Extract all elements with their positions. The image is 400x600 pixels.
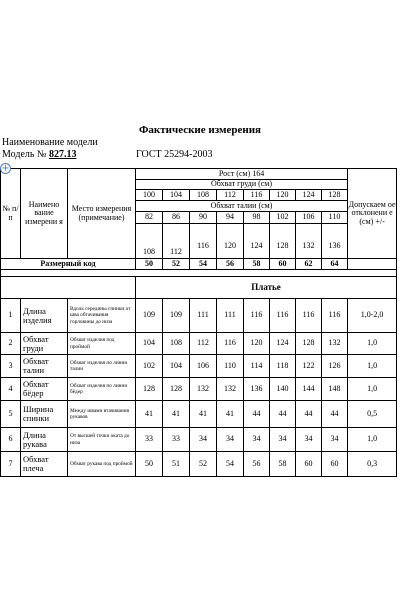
hips-cell: 124 <box>244 224 270 259</box>
product-name: Платье <box>136 277 397 299</box>
height-label: Рост (см) 164 <box>136 169 348 180</box>
row-value: 41 <box>217 401 244 428</box>
row-number: 2 <box>1 333 21 355</box>
chest-cell: 128 <box>322 190 348 201</box>
table-row <box>1 378 397 401</box>
waist-label: Обхват талии (см) <box>136 201 348 212</box>
row-value: 54 <box>217 452 244 477</box>
table-row <box>1 299 397 333</box>
row-tolerance: 1,0 <box>348 333 397 355</box>
row-value: 104 <box>136 333 163 355</box>
row-place: Обхват рукава под проймой <box>68 452 136 477</box>
row-value: 118 <box>270 355 296 378</box>
row-value: 58 <box>270 452 296 477</box>
row-tolerance: 1,0-2,0 <box>348 299 397 333</box>
row-number: 1 <box>1 299 21 333</box>
model-name-label: Наименование модели <box>2 137 98 148</box>
hips-cell: 132 <box>296 224 322 259</box>
waist-cell: 86 <box>163 212 190 224</box>
waist-cell: 106 <box>296 212 322 224</box>
row-name: Обхват груди <box>21 333 68 355</box>
row-value: 112 <box>190 333 217 355</box>
row-value: 132 <box>217 378 244 401</box>
row-value: 116 <box>322 299 348 333</box>
hips-cell: 112 <box>163 224 190 259</box>
row-tolerance: 1,0 <box>348 428 397 452</box>
model-number <box>2 149 76 160</box>
size-cell: 64 <box>322 259 348 270</box>
hips-cell: 120 <box>217 224 244 259</box>
chest-cell: 124 <box>296 190 322 201</box>
row-number: 3 <box>1 355 21 378</box>
row-value: 128 <box>163 378 190 401</box>
model-number-prefix: Модель № <box>2 149 47 160</box>
row-name: Ширина спинки <box>21 401 68 428</box>
row-value: 51 <box>163 452 190 477</box>
row-value: 110 <box>217 355 244 378</box>
table-row <box>1 452 397 477</box>
row-value: 41 <box>190 401 217 428</box>
chest-cell: 104 <box>163 190 190 201</box>
hips-cell: 116 <box>190 224 217 259</box>
row-value: 104 <box>163 355 190 378</box>
row-value: 41 <box>163 401 190 428</box>
chest-cell: 108 <box>190 190 217 201</box>
row-value: 34 <box>217 428 244 452</box>
row-value: 124 <box>270 333 296 355</box>
row-value: 126 <box>322 355 348 378</box>
waist-cell: 82 <box>136 212 163 224</box>
chest-cell: 116 <box>244 190 270 201</box>
size-cell: 54 <box>190 259 217 270</box>
row-value: 128 <box>136 378 163 401</box>
table-row <box>1 333 397 355</box>
row-place: Между швами втачивания рукавов <box>68 401 136 428</box>
waist-cell: 102 <box>270 212 296 224</box>
row-value: 60 <box>322 452 348 477</box>
row-value: 44 <box>244 401 270 428</box>
row-number: 5 <box>1 401 21 428</box>
chest-cell: 120 <box>270 190 296 201</box>
row-value: 111 <box>217 299 244 333</box>
chest-label: Обхват груди (см) <box>136 180 348 190</box>
col-tolerance-header: Допускаем ое отклонени е (см) +/- <box>348 169 397 259</box>
row-value: 148 <box>322 378 348 401</box>
hips-cell: 128 <box>270 224 296 259</box>
row-tolerance: 0,5 <box>348 401 397 428</box>
row-tolerance: 0,3 <box>348 452 397 477</box>
row-name: Длина рукава <box>21 428 68 452</box>
size-code-label: Размерный код <box>1 259 136 270</box>
row-tolerance: 1,0 <box>348 355 397 378</box>
size-cell: 52 <box>163 259 190 270</box>
row-name: Длина изделия <box>21 299 68 333</box>
row-number: 6 <box>1 428 21 452</box>
row-value: 140 <box>270 378 296 401</box>
gost-standard: ГОСТ 25294-2003 <box>136 149 213 160</box>
row-number: 7 <box>1 452 21 477</box>
row-value: 109 <box>136 299 163 333</box>
row-value: 132 <box>190 378 217 401</box>
row-value: 52 <box>190 452 217 477</box>
row-value: 44 <box>270 401 296 428</box>
col-place-header: Место измерения (примечание) <box>68 169 136 259</box>
measurements-table <box>0 168 397 477</box>
size-code-row <box>1 259 397 270</box>
col-num-header: № п/п <box>1 169 21 259</box>
row-value: 41 <box>136 401 163 428</box>
row-value: 44 <box>296 401 322 428</box>
waist-cell: 98 <box>244 212 270 224</box>
row-value: 44 <box>322 401 348 428</box>
row-value: 109 <box>163 299 190 333</box>
row-value: 114 <box>244 355 270 378</box>
row-place: Вдоль середины спинки от шва обтачивания горловины до низа <box>68 299 136 333</box>
row-value: 50 <box>136 452 163 477</box>
row-value: 136 <box>244 378 270 401</box>
row-value: 116 <box>296 299 322 333</box>
row-name: Обхват бёдер <box>21 378 68 401</box>
table-row <box>1 355 397 378</box>
size-cell: 60 <box>270 259 296 270</box>
row-value: 33 <box>136 428 163 452</box>
size-cell: 58 <box>244 259 270 270</box>
table-row <box>1 401 397 428</box>
row-place: От высшей точки оката до низа <box>68 428 136 452</box>
height-row <box>1 169 397 180</box>
row-value: 122 <box>296 355 322 378</box>
row-name: Обхват плеча <box>21 452 68 477</box>
row-value: 132 <box>322 333 348 355</box>
row-tolerance: 1,0 <box>348 378 397 401</box>
waist-cell: 94 <box>217 212 244 224</box>
row-place: Обхват изделия по линии бёдер <box>68 378 136 401</box>
row-value: 144 <box>296 378 322 401</box>
waist-cell: 90 <box>190 212 217 224</box>
row-place: Обхват изделия по линии талии <box>68 355 136 378</box>
chest-cell: 112 <box>217 190 244 201</box>
product-row <box>1 277 397 299</box>
model-number-value: 827.13 <box>48 149 77 160</box>
hips-cell: 136 <box>322 224 348 259</box>
row-value: 34 <box>322 428 348 452</box>
table-move-handle-icon[interactable]: + <box>1 163 10 174</box>
table-row <box>1 428 397 452</box>
row-value: 34 <box>296 428 322 452</box>
row-name: Обхват талии <box>21 355 68 378</box>
row-value: 128 <box>296 333 322 355</box>
row-value: 111 <box>190 299 217 333</box>
size-cell: 50 <box>136 259 163 270</box>
row-value: 116 <box>217 333 244 355</box>
size-cell: 62 <box>296 259 322 270</box>
row-value: 33 <box>163 428 190 452</box>
row-value: 60 <box>296 452 322 477</box>
row-number: 4 <box>1 378 21 401</box>
row-value: 108 <box>163 333 190 355</box>
size-cell: 56 <box>217 259 244 270</box>
hips-cell: 108 <box>136 224 163 259</box>
waist-cell: 110 <box>322 212 348 224</box>
row-value: 116 <box>244 299 270 333</box>
row-value: 102 <box>136 355 163 378</box>
row-value: 34 <box>190 428 217 452</box>
col-name-header: Наимено вание измерени я <box>21 169 68 259</box>
row-value: 34 <box>244 428 270 452</box>
row-value: 120 <box>244 333 270 355</box>
row-value: 106 <box>190 355 217 378</box>
row-place: Обхват изделия под проймой <box>68 333 136 355</box>
row-value: 56 <box>244 452 270 477</box>
row-value: 34 <box>270 428 296 452</box>
chest-cell: 100 <box>136 190 163 201</box>
row-value: 116 <box>270 299 296 333</box>
page-title: Фактические измерения <box>138 124 262 136</box>
